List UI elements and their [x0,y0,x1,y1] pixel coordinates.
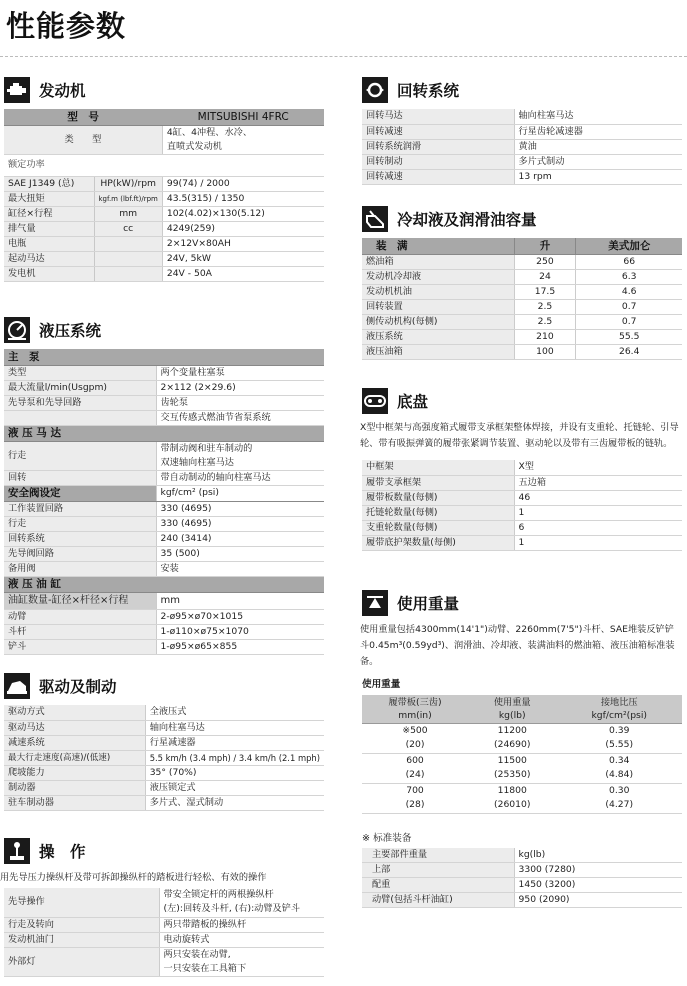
row-weight: 11200 [497,724,527,736]
row-value: 齿轮泵 [156,395,324,410]
row-value: 13 rpm [514,169,682,184]
row-value: 1 [514,505,682,520]
row-value: 46 [514,490,682,505]
swing-value: 带自动制动的轴向柱塞马达 [156,470,324,485]
table-row [362,520,682,535]
table-row [4,917,324,932]
row-unit: HP(kW)/rpm [94,176,162,191]
row-pressure: (5.55) [556,738,682,753]
row-label: 发动机机油 [362,284,514,299]
oil-can-icon [362,206,388,232]
weight-section [362,590,682,908]
row-value: kg(lb) [514,848,682,863]
type-value-line1: 4缸、4冲程、水冷、 [166,126,253,138]
col-shoe-line2: mm(in) [398,709,432,721]
row-shoe: (28) [362,798,468,813]
coolant-header [362,238,682,254]
table-row [4,561,324,576]
row-label: 燃油箱 [362,254,514,269]
row-shoe: (20) [362,738,468,753]
row-shoe: ※500 [402,724,428,736]
col-weight-line2: kg(lb) [498,709,526,721]
row-label: 动臂 [4,609,156,624]
row-value: 99(74) / 2000 [162,176,324,191]
table-row [4,750,324,765]
row-value: 1-ø95×ø65×855 [156,639,324,654]
table-row [4,251,324,266]
row-label: 排气量 [4,221,94,236]
col-weight-line1: 使用重量 [493,696,531,708]
row-label: 发动机冷却液 [362,269,514,284]
row-value: 102(4.02)×130(5.12) [162,206,324,221]
cylinder-header [4,576,324,592]
row-label: 爬坡能力 [4,765,145,780]
row-value: 安装 [156,561,324,576]
table-row [362,154,682,169]
pilot-value-line1: 带安全锁定杆的两根操纵杆 [163,889,274,901]
row-liter: 210 [514,329,576,344]
motor-head: 液 压 马 达 [4,425,324,441]
row-label: 斗杆 [4,624,156,639]
row-value: 24V - 50A [162,266,324,281]
drive-section [4,673,324,811]
table-row [4,720,324,735]
row-label: 驱动马达 [4,720,145,735]
row-pressure: 0.34 [608,754,630,766]
row-liter: 24 [514,269,576,284]
row-value: 43.5(315) / 1350 [162,191,324,206]
row-label: 缸径×行程 [4,206,94,221]
row-value: 2×112 (2×29.6) [156,380,324,395]
row-value: 多片式、湿式制动 [145,795,324,810]
pilot-value-line2: (左):回转及斗杆, (右):动臂及铲斗 [163,903,301,915]
row-label: 行走 [4,516,156,531]
table-row [362,490,682,505]
row-shoe: 600 [406,754,424,766]
lamp-value [159,947,324,976]
col-shoe-line1: 履带板(三齿) [388,696,442,708]
table-row [4,609,324,624]
row-value: 4249(259) [162,221,324,236]
table-row [4,531,324,546]
travel-steer-label: 行走及转向 [4,917,159,932]
row-label: 工作装置回路 [4,501,156,516]
chassis-title: 底盘 [397,393,429,411]
table-row [362,460,682,475]
row-value: 轴向柱塞马达 [514,109,682,124]
col-pressure-line2: kgf/cm²(psi) [591,709,647,721]
table-row [362,738,682,753]
row-value: X型 [514,460,682,475]
row-label: 履带底护架数量(每侧) [362,535,514,550]
col-liter: 升 [514,238,576,254]
model-label: 型 号 [4,109,162,125]
standard-note: ※ 标准装备 [362,832,412,844]
table-row [4,780,324,795]
row-label: 先导阀回路 [4,546,156,561]
swing-table [362,109,682,185]
row-shoe: 700 [406,784,424,796]
row-value: 2×12V×80AH [162,236,324,251]
table-row [362,848,682,863]
operation-title: 操 作 [39,843,86,861]
row-label: 最大行走速度(高速)/(低速) [4,750,145,765]
weight-title: 使用重量 [397,595,460,613]
row-gallon: 6.3 [576,269,682,284]
table-row [4,639,324,654]
row-label: 托链轮数量(每侧) [362,505,514,520]
row-label: 最大扭矩 [4,191,94,206]
row-label: 发电机 [4,266,94,281]
travel-value-line1: 带制动阀和驻车制动的 [160,442,253,454]
relief-head: 安全阀设定 [4,485,156,501]
travel-value-line2: 双速轴向柱塞马达 [160,456,234,468]
table-row [362,329,682,344]
table-row [362,269,682,284]
row-pressure: (4.27) [556,798,682,813]
coolant-table [362,238,682,360]
hydraulic-title: 液压系统 [39,322,102,340]
row-label [4,410,156,425]
row-value: 两个变量柱塞泵 [156,365,324,380]
throttle-value: 电动旋转式 [159,932,324,947]
track-icon [362,388,388,414]
table-row [4,176,324,191]
row-label: 电瓶 [4,236,94,251]
table-row [4,624,324,639]
table-row [362,314,682,329]
table-row [4,221,324,236]
table-row [4,705,324,720]
row-gallon: 0.7 [576,314,682,329]
coolant-title: 冷却液及润滑油容量 [397,211,537,229]
col-pressure-line1: 接地比压 [600,696,638,708]
crawler-icon [4,673,30,699]
table-row [362,723,682,738]
pump-head: 主 泵 [4,349,324,365]
table-row [4,365,324,380]
table-row [4,236,324,251]
weight-header [362,695,682,723]
pressure-gauge-icon [4,317,30,343]
row-label: 回转马达 [362,109,514,124]
col-fill: 装 满 [362,238,514,254]
row-value: mm [156,592,324,609]
weight-desc: 使用重量包括4300mm(14'1")动臂、2260mm(7'5")斗杆、SAE堆装反铲铲斗0.45m³(0.59yd³)、润滑油、冷却液、装满油料的燃油箱、液压油箱标准装备。 [360,624,675,667]
row-value: 多片式制动 [514,154,682,169]
row-liter: 2.5 [514,299,576,314]
coolant-section [362,206,682,360]
row-value: 24V, 5kW [162,251,324,266]
table-row [362,783,682,798]
weight-subhead: 使用重量 [362,679,401,690]
table-row [362,169,682,184]
title-divider [0,56,687,57]
row-label: 铲斗 [4,639,156,654]
table-row [4,501,324,516]
table-row [362,475,682,490]
row-label: 油缸数量-缸径×杆径×行程 [4,592,156,609]
row-liter: 17.5 [514,284,576,299]
table-row [4,410,324,425]
table-row [362,299,682,314]
row-unit [94,236,162,251]
table-row [4,516,324,531]
col-weight [468,695,556,723]
cylinder-head: 液 压 油 缸 [4,576,324,592]
table-row [4,592,324,609]
table-row [4,191,324,206]
table-row [362,753,682,768]
row-label: 制动器 [4,780,145,795]
lamp-label: 外部灯 [4,947,159,976]
travel-label: 行走 [4,441,156,470]
row-label: 中框架 [362,460,514,475]
chassis-desc: X型中框架与高强度箱式履带支承框架整体焊接，并设有支重轮、托链轮、引导轮、带有吸振弹簧的履带张紧调节装置、驱动轮以及带有三齿履带板的链轨。 [360,422,679,449]
row-label: 减速系统 [4,735,145,750]
drive-title: 驱动及制动 [39,678,117,696]
row-value: 6 [514,520,682,535]
table-row [362,863,682,878]
row-label: 回转减速 [362,169,514,184]
row-label: 回转系统 [4,531,156,546]
col-pressure [556,695,682,723]
row-gallon: 66 [576,254,682,269]
table-row [362,109,682,124]
table-row [4,266,324,281]
row-value: 行星齿轮减速器 [514,124,682,139]
row-weight: 11800 [497,784,527,796]
row-label: 液压系统 [362,329,514,344]
row-unit [94,266,162,281]
row-gallon: 0.7 [576,299,682,314]
row-label: 先导泵和先导回路 [4,395,156,410]
joystick-icon [4,838,30,864]
row-gallon: 55.5 [576,329,682,344]
operation-desc: 用先导压力操纵杆及带可拆卸操纵杆的踏板进行轻松、有效的操作 [0,872,267,883]
table-row [4,546,324,561]
row-value: 交互传感式燃油节省泵系统 [156,410,324,425]
row-value: 行星减速器 [145,735,324,750]
row-value: 3300 (7280) [514,863,682,878]
relief-unit: kgf/cm² (psi) [156,485,324,501]
drive-table [4,705,324,811]
row-label: 起动马达 [4,251,94,266]
row-value: 黄油 [514,139,682,154]
table-row [4,206,324,221]
table-row [4,795,324,810]
swing-title: 回转系统 [397,82,460,100]
row-value: 35 (500) [156,546,324,561]
swing-label: 回转 [4,470,156,485]
row-unit: cc [94,221,162,236]
lamp-value-line2: 一只安装在工具箱下 [163,962,247,974]
row-label: 驱动方式 [4,705,145,720]
engine-model-row [4,109,324,125]
throttle-label: 发动机油门 [4,932,159,947]
table-row [362,878,682,893]
row-value: 35° (70%) [145,765,324,780]
table-row [362,254,682,269]
engine-title: 发动机 [39,82,86,100]
row-label: 最大流量l/min(Usgpm) [4,380,156,395]
row-label: 回转系统润滑 [362,139,514,154]
table-row [4,888,324,917]
row-label: 上部 [362,863,514,878]
row-weight: (24690) [468,738,556,753]
component-weight-table [362,848,682,909]
swing-rotate-icon [362,77,388,103]
row-liter: 100 [514,344,576,359]
row-label: 备用阀 [4,561,156,576]
row-label: 驻车制动器 [4,795,145,810]
row-value: 全液压式 [145,705,324,720]
motor-header [4,425,324,441]
row-gallon: 26.4 [576,344,682,359]
row-label: 主要部件重量 [362,848,514,863]
row-label: 回转装置 [362,299,514,314]
table-row [362,505,682,520]
row-pressure: 0.39 [608,724,630,736]
engine-type-row [4,125,324,154]
row-label: SAE J1349 (总) [4,176,94,191]
row-value: 液压锁定式 [145,780,324,795]
row-pressure: 0.30 [608,784,630,796]
table-row [362,344,682,359]
chassis-table [362,460,682,551]
row-label: 液压油箱 [362,344,514,359]
table-row [362,768,682,783]
row-value: 330 (4695) [156,501,324,516]
row-value: 1 [514,535,682,550]
page-title: 性能参数 [6,9,127,43]
table-row [362,535,682,550]
model-value: MITSUBISHI 4FRC [162,109,324,125]
row-liter: 250 [514,254,576,269]
row-label: 支重轮数量(每侧) [362,520,514,535]
row-weight: 11500 [497,754,527,766]
table-row [4,947,324,976]
type-label: 类 型 [4,125,162,154]
row-shoe: (24) [362,768,468,783]
row-value: 240 (3414) [156,531,324,546]
row-unit [94,251,162,266]
row-value: 950 (2090) [514,893,682,908]
engine-icon [4,77,30,103]
pilot-label: 先导操作 [4,888,159,917]
table-row [4,380,324,395]
swing-section [362,77,682,185]
table-row [4,470,324,485]
weight-table [362,695,682,814]
chassis-section [362,388,682,551]
type-value-line2: 直喷式发动机 [166,140,222,152]
row-weight: (25350) [468,768,556,783]
operation-section [0,838,324,977]
row-unit: mm [94,206,162,221]
row-label: 动臂(包括斗杆油缸) [362,893,514,908]
table-row [4,765,324,780]
row-label: 履带支承框架 [362,475,514,490]
travel-steer-value: 两只带踏板的操纵杆 [159,917,324,932]
lamp-value-line1: 两只安装在动臂, [163,948,231,960]
row-label: 类型 [4,365,156,380]
table-row [362,139,682,154]
row-label: 回转制动 [362,154,514,169]
row-label: 配重 [362,878,514,893]
table-row [362,893,682,908]
row-value: 5.5 km/h (3.4 mph) / 3.4 km/h (2.1 mph) [145,750,324,765]
row-unit: kgf.m (lbf.ft)/rpm [94,191,162,206]
row-value: 1450 (3200) [514,878,682,893]
rated-power-row [4,154,324,176]
engine-table [4,109,324,282]
travel-value [156,441,324,470]
type-value [162,125,324,154]
row-value: 五边箱 [514,475,682,490]
table-row [4,441,324,470]
pump-header [4,349,324,365]
row-value: 轴向柱塞马达 [145,720,324,735]
row-gallon: 4.6 [576,284,682,299]
weight-icon [362,590,388,616]
table-row [362,798,682,813]
row-label: 回转减速 [362,124,514,139]
pilot-value [159,888,324,917]
hydraulic-section [4,317,324,655]
row-weight: (26010) [468,798,556,813]
row-value: 2-ø95×ø70×1015 [156,609,324,624]
row-label: 侧传动机构(每侧) [362,314,514,329]
col-shoe [362,695,468,723]
row-label: 履带板数量(每侧) [362,490,514,505]
row-pressure: (4.84) [556,768,682,783]
rated-power-label: 额定功率 [4,154,324,176]
row-value: 330 (4695) [156,516,324,531]
table-row [4,395,324,410]
operation-table [4,888,324,977]
row-liter: 2.5 [514,314,576,329]
col-gallon: 美式加仑 [576,238,682,254]
row-value: 1-ø110×ø75×1070 [156,624,324,639]
table-row [4,735,324,750]
table-row [4,932,324,947]
relief-header [4,485,324,501]
hydraulic-table [4,349,324,655]
table-row [362,284,682,299]
table-row [362,124,682,139]
engine-section [4,77,324,282]
